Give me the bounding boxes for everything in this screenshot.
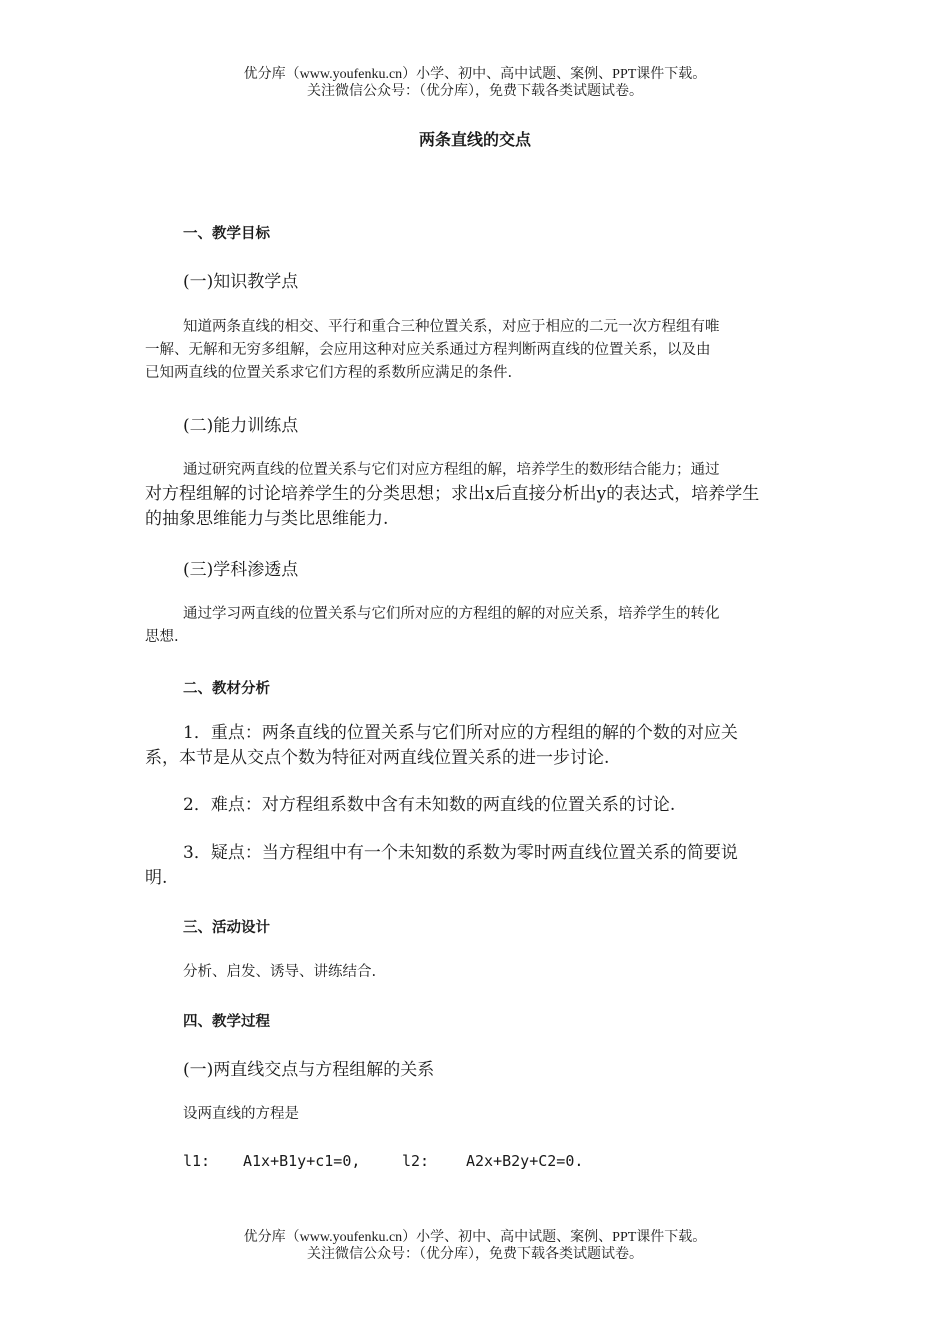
paragraph-line: 系，本节是从交点个数为特征对两直线位置关系的进一步讨论. xyxy=(145,748,610,768)
paragraph-line: 知道两条直线的相交、平行和重合三种位置关系，对应于相应的二元一次方程组有唯 xyxy=(183,319,720,335)
section-heading-process: 四、教学过程 xyxy=(183,1014,270,1030)
section-heading-activity: 三、活动设计 xyxy=(183,920,270,936)
footer-line-2: 关注微信公众号：（优分库），免费下载各类试题试卷。 xyxy=(307,1247,643,1262)
paragraph-line: 的抽象思维能力与类比思维能力. xyxy=(145,509,389,529)
line2-label: l2: xyxy=(402,1152,430,1170)
analysis-item-doubt xyxy=(145,841,805,891)
paragraph-line: 思想. xyxy=(145,629,179,645)
paragraph-line: 2．难点：对方程组系数中含有未知数的两直线的位置关系的讨论. xyxy=(183,795,676,815)
equations-intro: 设两直线的方程是 xyxy=(183,1106,299,1122)
page-footer xyxy=(0,1229,950,1263)
paragraph-line: 明. xyxy=(145,868,168,888)
paragraph-line: 已知两直线的位置关系求它们方程的系数所应满足的条件. xyxy=(145,365,513,381)
footer-line-1: 优分库（www.youfenku.cn）小学、初中、高中试题、案例、PPT课件下载。 xyxy=(243,1230,707,1245)
paragraph-line: 一解、无解和无穷多组解，会应用这种对应关系通过方程判断两直线的位置关系，以及由 xyxy=(145,342,711,358)
section-heading-objectives: 一、教学目标 xyxy=(183,226,270,242)
analysis-item-difficulty xyxy=(145,793,805,818)
line1-equation: A1x+B1y+c1=0, xyxy=(243,1152,361,1170)
line2-equation: A2x+B2y+C2=0. xyxy=(466,1152,584,1170)
paragraph-line: 通过学习两直线的位置关系与它们所对应的方程组的解的对应关系，培养学生的转化 xyxy=(183,606,720,622)
page-title: 两条直线的交点 xyxy=(418,130,531,149)
paragraph-knowledge xyxy=(145,316,805,385)
line1-label: l1: xyxy=(183,1152,211,1170)
paragraph-ability xyxy=(145,459,805,532)
subheading-intersection: (一)两直线交点与方程组解的关系 xyxy=(183,1060,435,1080)
subheading-ability: (二)能力训练点 xyxy=(183,416,299,436)
section-heading-analysis: 二、教材分析 xyxy=(183,681,270,697)
paragraph-line: 1．重点：两条直线的位置关系与它们所对应的方程组的解的个数的对应关 xyxy=(183,723,738,743)
subheading-knowledge: (一)知识教学点 xyxy=(183,272,299,292)
paragraph-line: 通过研究两直线的位置关系与它们对应方程组的解，培养学生的数形结合能力；通过 xyxy=(183,462,720,478)
header-line-1: 优分库（www.youfenku.cn）小学、初中、高中试题、案例、PPT课件下载。 xyxy=(243,67,707,82)
paragraph-line: 3．疑点：当方程组中有一个未知数的系数为零时两直线位置关系的简要说 xyxy=(183,843,738,863)
header-line-2: 关注微信公众号：（优分库），免费下载各类试题试卷。 xyxy=(307,84,643,99)
activity-text: 分析、启发、诱导、讲练结合. xyxy=(183,964,377,980)
page-header xyxy=(0,66,950,100)
analysis-item-key-point xyxy=(145,721,805,771)
paragraph-discipline xyxy=(145,603,805,649)
paragraph-line: 对方程组解的讨论培养学生的分类思想；求出x后直接分析出y的表达式，培养学生 xyxy=(145,484,760,504)
subheading-discipline: (三)学科渗透点 xyxy=(183,560,299,580)
